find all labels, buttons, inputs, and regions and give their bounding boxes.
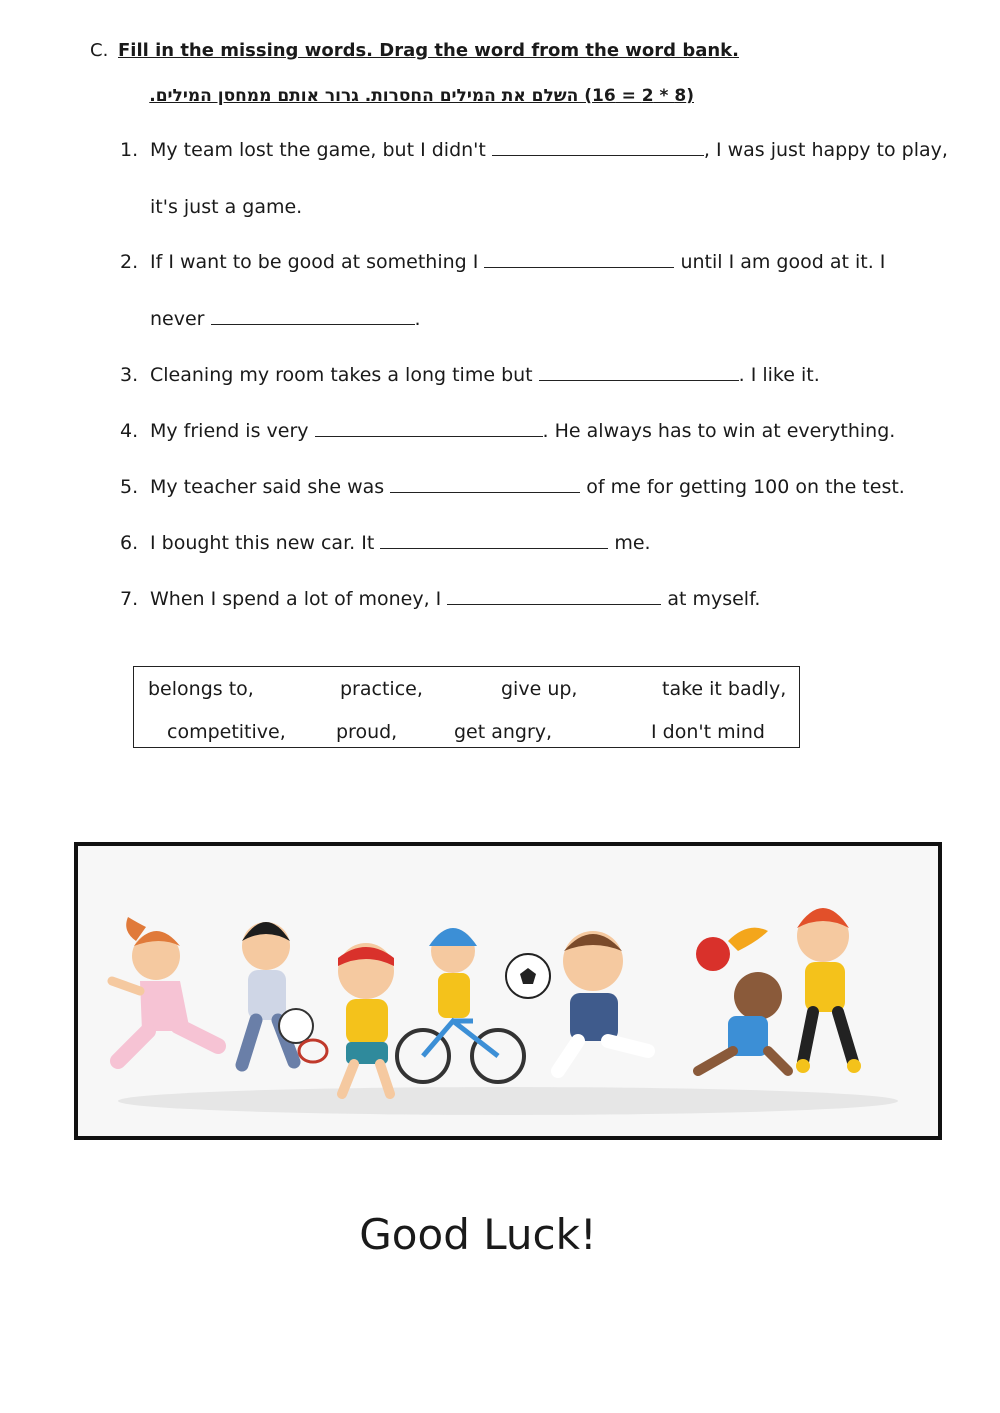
question-1: 1. My team lost the game, but I didn't , I was just happy to play, <box>120 139 948 161</box>
answer-blank-6[interactable] <box>380 532 608 549</box>
boy-running-figure <box>796 908 861 1073</box>
instruction: Fill in the missing words. Drag the word from the word bank. <box>118 40 739 61</box>
answer-blank-3[interactable] <box>539 364 739 381</box>
word-bank <box>133 666 800 748</box>
word-competitive[interactable]: competitive, <box>167 721 286 743</box>
question-6: 6. I bought this new car. It me. <box>120 532 651 554</box>
closing-text: Good Luck! <box>359 1210 597 1259</box>
answer-blank-1[interactable] <box>492 139 704 156</box>
question-5: 5. My teacher said she was of me for getting 100 on the test. <box>120 476 905 498</box>
kids-playing-sports-image <box>78 846 938 1136</box>
word-take-it-badly[interactable]: take it badly, <box>662 678 787 700</box>
boy-headband-figure <box>338 943 394 1094</box>
word-proud[interactable]: proud, <box>336 721 398 743</box>
boy-kicking-figure <box>558 931 648 1071</box>
answer-blank-7[interactable] <box>447 588 661 605</box>
question-1-continued: it's just a game. <box>150 196 303 218</box>
answer-blank-2b[interactable] <box>211 308 415 325</box>
answer-blank-2[interactable] <box>484 251 674 268</box>
answer-blank-5[interactable] <box>390 476 580 493</box>
girl-kicking-figure <box>112 917 218 1061</box>
boy-breakdance-figure <box>696 928 788 1071</box>
word-i-dont-mind[interactable]: I don't mind <box>651 721 765 743</box>
question-2-continued: never . <box>150 308 421 330</box>
boy-bicycle-figure <box>397 928 524 1082</box>
word-belongs-to[interactable]: belongs to, <box>148 678 254 700</box>
question-3: 3. Cleaning my room takes a long time but . I like it. <box>120 364 820 386</box>
question-4: 4. My friend is very . He always has to win at everything. <box>120 420 896 442</box>
word-give-up[interactable]: give up, <box>501 678 578 700</box>
boy-racket-figure <box>242 922 327 1065</box>
question-2: 2. If I want to be good at something I until I am good at it. I <box>120 251 886 273</box>
answer-blank-4[interactable] <box>315 420 543 437</box>
question-7: 7. When I spend a lot of money, I at myself. <box>120 588 761 610</box>
word-get-angry[interactable]: get angry, <box>454 721 553 743</box>
sports-kids-illustration <box>74 842 942 1140</box>
soccer-ball <box>506 954 550 998</box>
section-letter: C. <box>90 40 109 61</box>
word-practice[interactable]: practice, <box>340 678 423 700</box>
hebrew-instruction: (8 * 2 = 16) השלם את המילים החסרות. גרור אותם ממחסן המילים. <box>149 86 694 106</box>
